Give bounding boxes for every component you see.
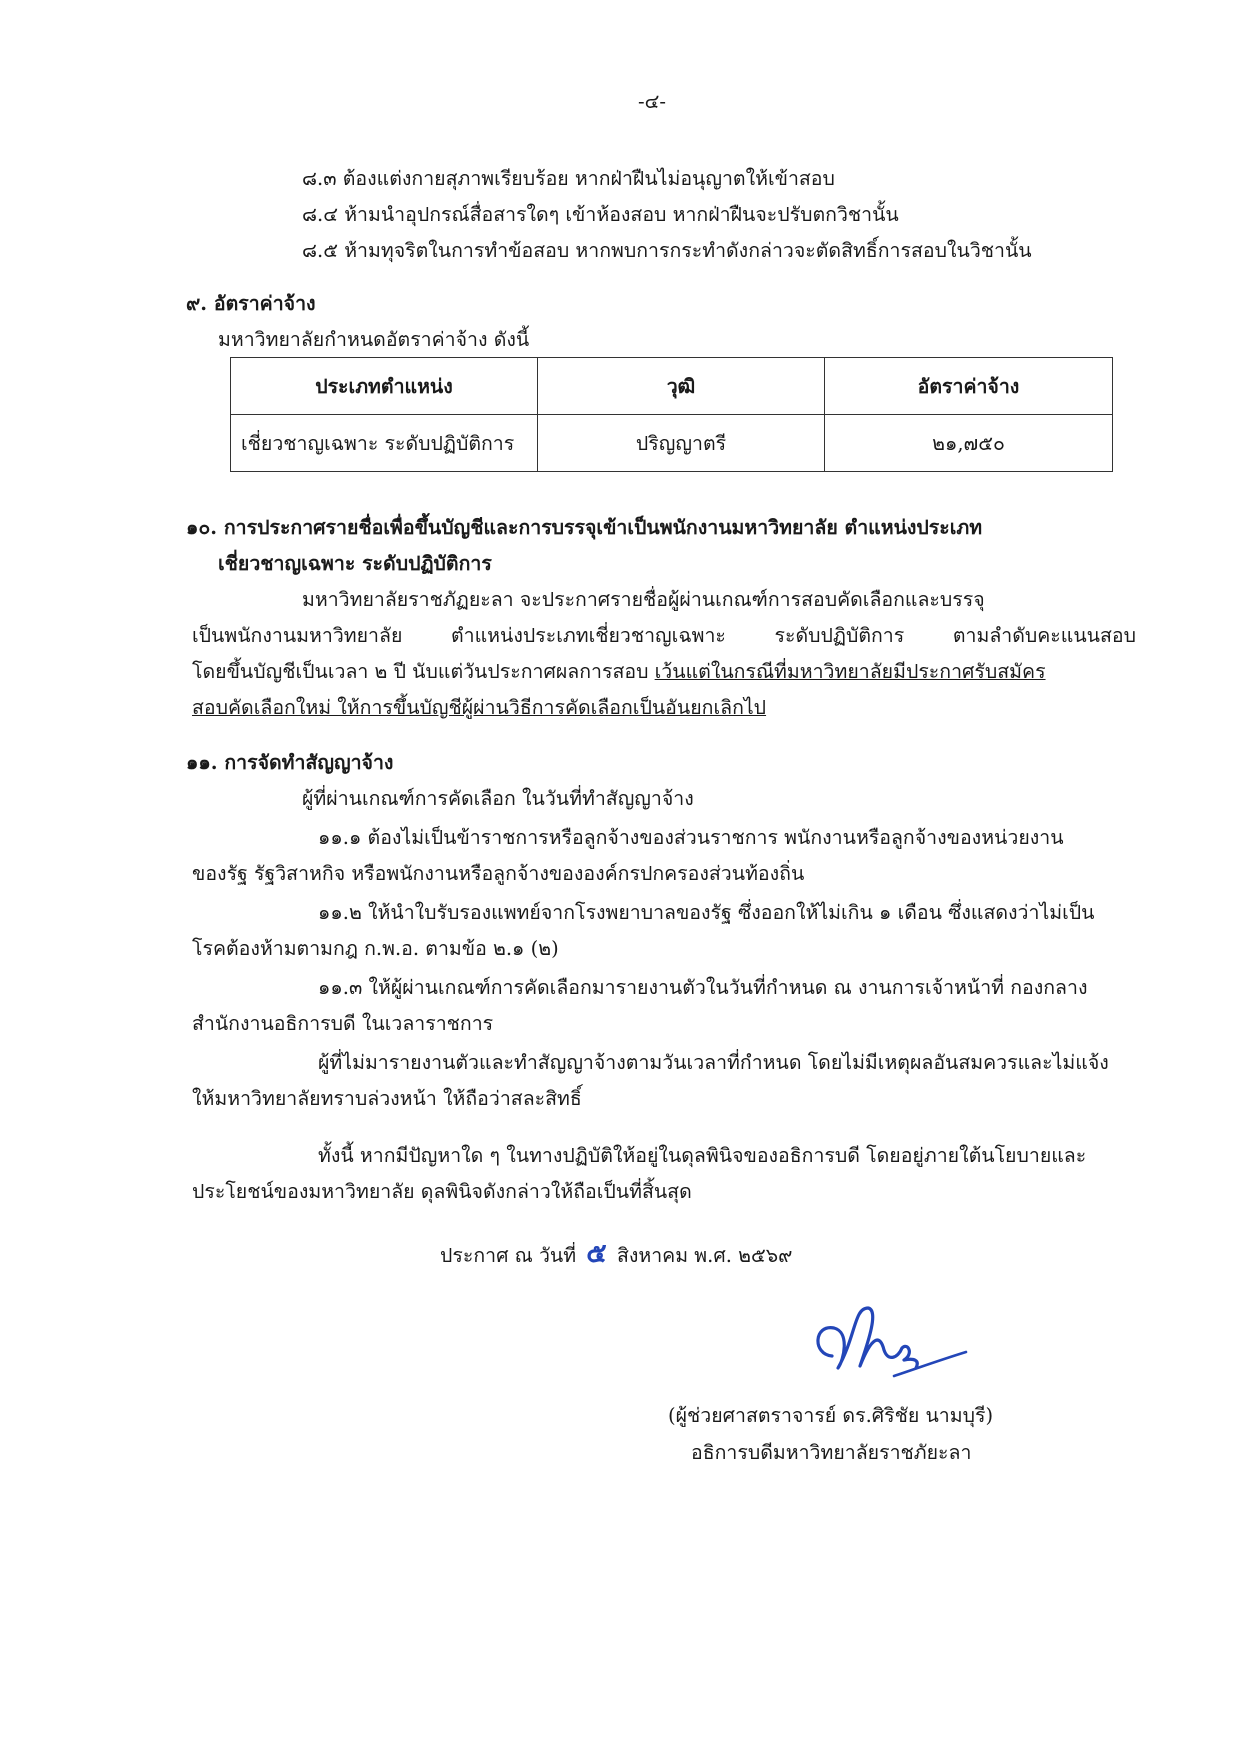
- announcement-prefix: ประกาศ ณ วันที่: [440, 1244, 577, 1267]
- closing-line2: ประโยชน์ของมหาวิทยาลัย ดุลพินิจดังกล่าวให้ถือเป็นที่สิ้นสุด: [192, 1180, 692, 1203]
- section10-line3-underlined: เว้นแต่ในกรณีที่มหาวิทยาลัยมีประกาศรับสมัคร: [654, 660, 1046, 683]
- wage-table: [230, 357, 1113, 472]
- section11-item3-line1: ๑๑.๓ ให้ผู้ผ่านเกณฑ์การคัดเลือกมารายงานตัวในวันที่กำหนด ณ งานการเจ้าหน้าที่ กองกลาง: [318, 976, 1088, 999]
- page-number: -๔-: [638, 90, 666, 113]
- section10-paragraph-line4: สอบคัดเลือกใหม่ ให้การขึ้นบัญชีผู้ผ่านวิธีการคัดเลือกเป็นอันยกเลิกไป: [192, 696, 767, 719]
- cell-qualification: ปริญญาตรี: [538, 415, 825, 472]
- section11-note-line1: ผู้ที่ไม่มารายงานตัวและทำสัญญาจ้างตามวันเวลาที่กำหนด โดยไม่มีเหตุผลอันสมควรและไม่แจ้ง: [318, 1051, 1109, 1074]
- announcement-suffix: สิงหาคม พ.ศ. ๒๕๖๙: [616, 1244, 793, 1267]
- closing-line1: ทั้งนี้ หากมีปัญหาใด ๆ ในทางปฏิบัติให้อยู่ในดุลพินิจของอธิการบดี โดยอยู่ภายใต้นโยบายและ: [318, 1144, 1087, 1167]
- cell-position-type: เชี่ยวชาญเฉพาะ ระดับปฏิบัติการ: [231, 415, 538, 472]
- header-qualification: วุฒิ: [538, 358, 825, 415]
- section8-item-4: ๘.๔ ห้ามนำอุปกรณ์สื่อสารใดๆ เข้าห้องสอบ หากฝ่าฝืนจะปรับตกวิชานั้น: [302, 203, 899, 226]
- header-position-type: ประเภทตำแหน่ง: [231, 358, 538, 415]
- section10-line3-text: โดยขึ้นบัญชีเป็นเวลา ๒ ปี นับแต่วันประกาศผลการสอบ: [192, 660, 655, 683]
- section11-item2-line2: โรคต้องห้ามตามกฎ ก.พ.อ. ตามข้อ ๒.๑ (๒): [192, 937, 559, 960]
- wage-table-header-row: [231, 358, 1113, 415]
- section11-item2-line1: ๑๑.๒ ให้นำใบรับรองแพทย์จากโรงพยาบาลของรัฐ ซึ่งออกให้ไม่เกิน ๑ เดือน ซึ่งแสดงว่าไม่เป็น: [318, 901, 1095, 924]
- signatory-name: (ผู้ช่วยศาสตราจารย์ ดร.ศิริชัย นามบุรี): [668, 1404, 994, 1427]
- section10-heading-line1: ๑๐. การประกาศรายชื่อเพื่อขึ้นบัญชีและการบรรจุเข้าเป็นพนักงานมหาวิทยาลัย ตำแหน่งประเภท: [186, 516, 983, 539]
- section8-item-3: ๘.๓ ต้องแต่งกายสุภาพเรียบร้อย หากฝ่าฝืนไม่อนุญาตให้เข้าสอบ: [302, 167, 835, 190]
- section8-item-5: ๘.๕ ห้ามทุจริตในการทำข้อสอบ หากพบการกระทำดังกล่าวจะตัดสิทธิ์การสอบในวิชานั้น: [302, 239, 1032, 262]
- announcement-day: ๕: [586, 1238, 607, 1269]
- signature-image: [810, 1296, 970, 1396]
- section9-intro: มหาวิทยาลัยกำหนดอัตราค่าจ้าง ดังนี้: [218, 328, 530, 351]
- header-wage-rate: อัตราค่าจ้าง: [825, 358, 1113, 415]
- cell-wage-rate: ๒๑,๗๕๐: [825, 415, 1113, 472]
- announcement-date: [440, 1231, 792, 1274]
- section11-intro: ผู้ที่ผ่านเกณฑ์การคัดเลือก ในวันที่ทำสัญญาจ้าง: [302, 787, 694, 810]
- section11-item1-line1: ๑๑.๑ ต้องไม่เป็นข้าราชการหรือลูกจ้างของส่วนราชการ พนักงานหรือลูกจ้างของหน่วยงาน: [318, 826, 1064, 849]
- section11-note-line2: ให้มหาวิทยาลัยทราบล่วงหน้า ให้ถือว่าสละสิทธิ์: [192, 1087, 582, 1110]
- section10-paragraph-line1: มหาวิทยาลัยราชภัฏยะลา จะประกาศรายชื่อผู้ผ่านเกณฑ์การสอบคัดเลือกและบรรจุ: [302, 588, 985, 611]
- section9-heading: ๙. อัตราค่าจ้าง: [186, 292, 316, 315]
- section10-paragraph-line2: เป็นพนักงานมหาวิทยาลัย ตำแหน่งประเภทเชี่ยวชาญเฉพาะ ระดับปฏิบัติการ ตามลำดับคะแนนสอบ: [192, 624, 1136, 647]
- section11-item1-line2: ของรัฐ รัฐวิสาหกิจ หรือพนักงานหรือลูกจ้างขององค์กรปกครองส่วนท้องถิ่น: [192, 862, 805, 885]
- section11-heading: ๑๑. การจัดทำสัญญาจ้าง: [186, 751, 394, 774]
- signatory-title: อธิการบดีมหาวิทยาลัยราชภัยะลา: [691, 1441, 972, 1464]
- section10-paragraph-line3: [192, 656, 1046, 687]
- section10-heading-line2: เชี่ยวชาญเฉพาะ ระดับปฏิบัติการ: [218, 552, 492, 575]
- table-row: [231, 415, 1113, 472]
- section11-item3-line2: สำนักงานอธิการบดี ในเวลาราชการ: [192, 1012, 494, 1035]
